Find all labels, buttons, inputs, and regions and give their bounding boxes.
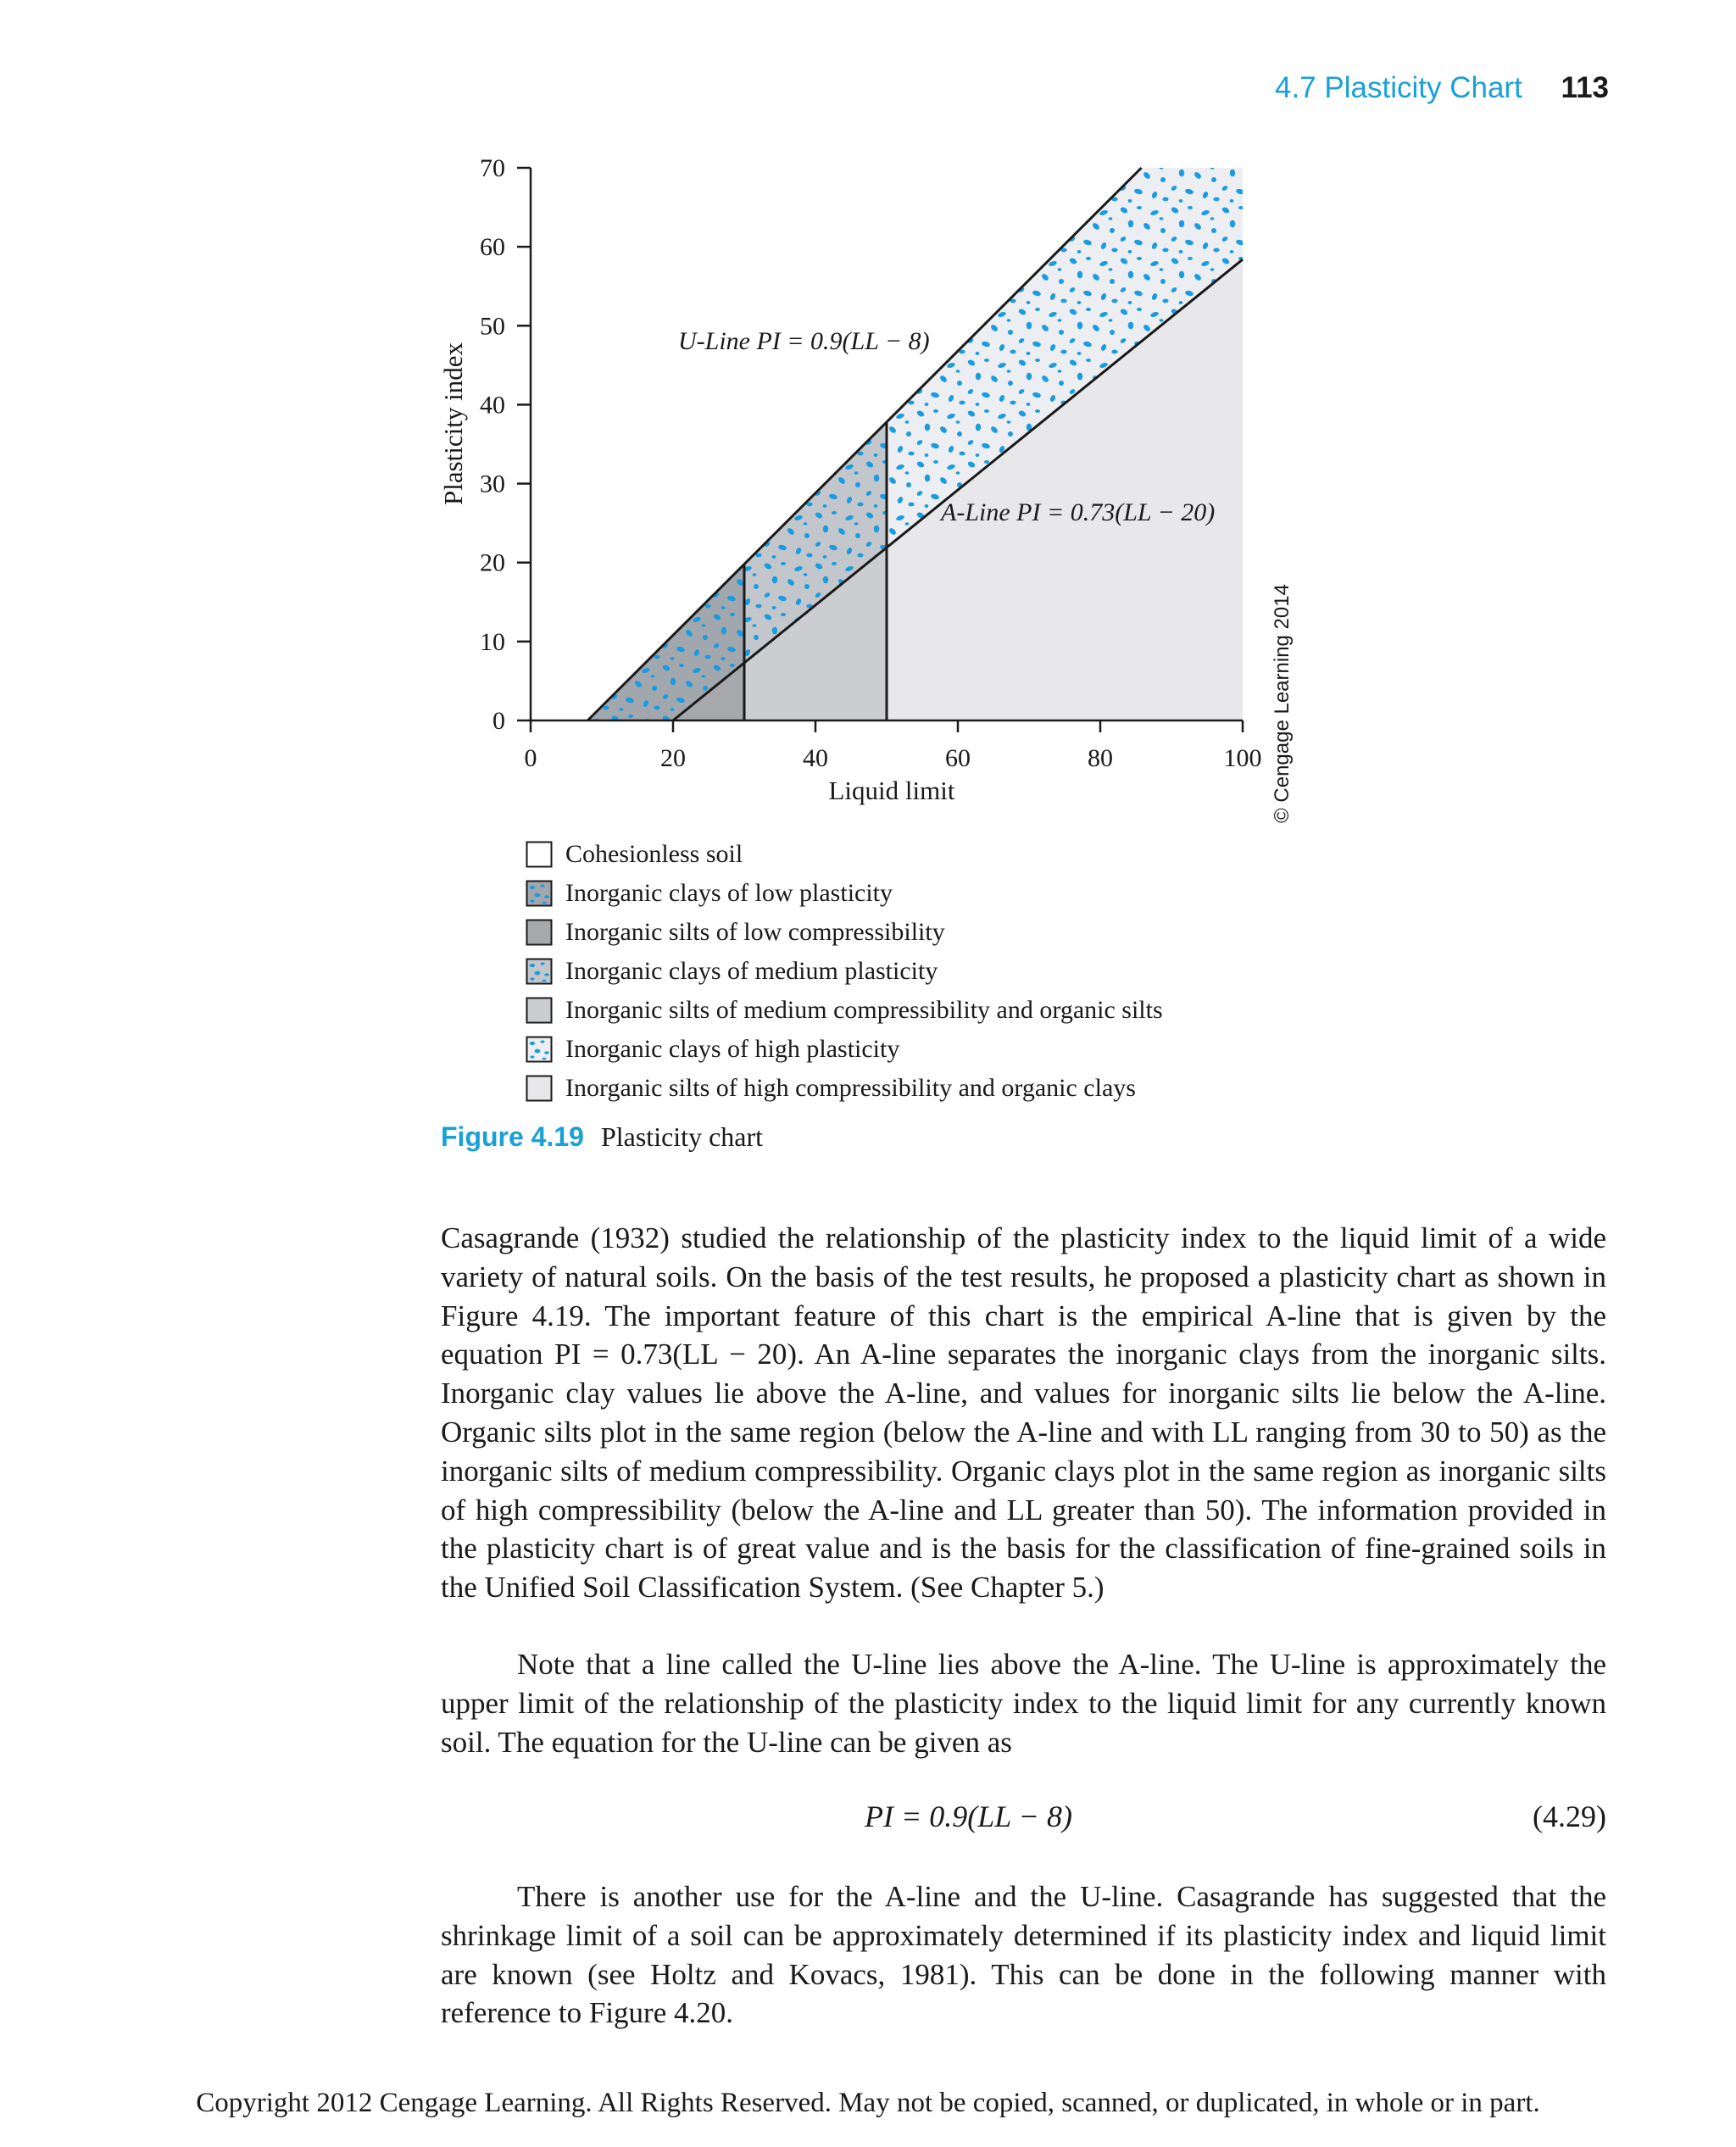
equation-number: (4.29) bbox=[1533, 1799, 1606, 1833]
legend-label: Inorganic clays of low plasticity bbox=[565, 879, 893, 907]
legend-item bbox=[526, 1030, 1163, 1069]
plasticity-chart bbox=[0, 0, 1736, 831]
legend-label: Inorganic silts of high compressibility and organic clays bbox=[565, 1074, 1136, 1102]
legend-swatch-dot bbox=[535, 893, 541, 898]
legend-item bbox=[526, 991, 1163, 1030]
figure-title: Plasticity chart bbox=[600, 1121, 764, 1152]
legend-swatch-dot bbox=[542, 902, 547, 904]
legend-swatch-box bbox=[527, 882, 552, 906]
legend-swatch-dot bbox=[544, 973, 549, 976]
y-axis-label: Plasticity index bbox=[438, 342, 468, 506]
paragraph-2: Note that a line called the U-line lies above the A-line. The U-line is approximately the upper limit of the relationship of the plasticity index to the liquid limit for any currently known soil. The equation for the U-line can be given as bbox=[441, 1648, 1606, 1759]
a-line-label: A-Line PI = 0.73(LL − 20) bbox=[941, 498, 1216, 526]
legend-swatch-dot bbox=[530, 899, 534, 902]
legend-swatch-box bbox=[527, 843, 552, 867]
legend-swatch-box bbox=[527, 1076, 552, 1101]
y-tick-label: 60 bbox=[480, 233, 505, 262]
legend-label: Inorganic clays of medium plasticity bbox=[565, 957, 938, 985]
y-tick-label: 10 bbox=[480, 627, 505, 656]
legend-item bbox=[526, 913, 1163, 952]
x-tick-label: 0 bbox=[524, 744, 537, 772]
x-axis-label: Liquid limit bbox=[828, 776, 955, 805]
legend-swatch-dot bbox=[544, 1051, 549, 1054]
figure-caption bbox=[441, 1121, 763, 1153]
legend-item bbox=[526, 835, 1163, 874]
x-tick-label: 60 bbox=[945, 744, 971, 772]
legend-swatch-dot bbox=[540, 962, 544, 965]
legend-swatch-dot bbox=[535, 971, 541, 976]
legend-swatch-dot bbox=[530, 964, 535, 967]
legend-swatch bbox=[526, 1075, 553, 1102]
legend-label: Inorganic clays of high plasticity bbox=[565, 1035, 900, 1063]
legend-label: Inorganic silts of low compressibility bbox=[565, 918, 945, 946]
page-footer: Copyright 2012 Cengage Learning. All Rights Reserved. May not be copied, scanned, or duplicated, in whole or in part. bbox=[196, 2088, 1540, 2118]
legend-swatch-box bbox=[527, 959, 552, 984]
legend-swatch-dot bbox=[544, 895, 549, 898]
x-tick-label: 80 bbox=[1088, 744, 1113, 772]
legend-swatch-dot bbox=[535, 1049, 541, 1054]
legend-swatch-box bbox=[527, 1037, 552, 1062]
chart-legend bbox=[526, 835, 1163, 1108]
legend-swatch-dot bbox=[530, 1055, 534, 1058]
chart-regions bbox=[587, 168, 1243, 720]
legend-swatch-dot bbox=[530, 977, 534, 980]
y-tick-label: 50 bbox=[480, 312, 505, 341]
legend-swatch bbox=[526, 958, 553, 985]
legend-swatch-box bbox=[527, 998, 552, 1023]
legend-swatch bbox=[526, 880, 553, 907]
legend-swatch-dot bbox=[542, 980, 547, 982]
legend-swatch-dot bbox=[540, 884, 544, 887]
equation-4-29 bbox=[441, 1795, 1606, 1838]
y-tick-label: 70 bbox=[480, 154, 505, 182]
legend-item bbox=[526, 874, 1163, 913]
y-tick-label: 40 bbox=[480, 391, 505, 420]
x-tick-label: 40 bbox=[803, 744, 828, 772]
x-tick-label: 20 bbox=[660, 744, 686, 772]
legend-swatch bbox=[526, 919, 553, 946]
legend-swatch bbox=[526, 841, 553, 868]
legend-item bbox=[526, 1069, 1163, 1108]
section-title: 4.7 Plasticity Chart bbox=[1275, 71, 1522, 104]
legend-swatch-dot bbox=[530, 886, 535, 889]
figure-label: Figure 4.19 bbox=[441, 1121, 584, 1152]
chart-copyright: © Cengage Learning 2014 bbox=[1271, 584, 1294, 823]
legend-swatch-box bbox=[527, 921, 552, 945]
legend-swatch bbox=[526, 1036, 553, 1063]
legend-label: Inorganic silts of medium compressibility and organic silts bbox=[565, 996, 1163, 1024]
legend-swatch-dot bbox=[530, 1042, 535, 1045]
y-tick-label: 20 bbox=[480, 548, 505, 577]
legend-item bbox=[526, 952, 1163, 991]
legend-swatch bbox=[526, 997, 553, 1024]
legend-label: Cohesionless soil bbox=[565, 840, 743, 868]
y-tick-label: 30 bbox=[480, 470, 505, 498]
paragraph-3: There is another use for the A-line and the U-line. Casagrande has suggested that the shrinkage limit of a soil can be approximately determined if its plasticity index and liquid limit are known (see Holtz and Kovacs, 1981). This can be done in the following manner with reference to Figure 4.20. bbox=[441, 1880, 1606, 2030]
x-tick-label: 100 bbox=[1223, 744, 1262, 772]
page-number: 113 bbox=[1561, 71, 1609, 104]
equation-text: PI = 0.9(LL − 8) bbox=[865, 1799, 1072, 1833]
legend-swatch-dot bbox=[542, 1058, 547, 1060]
y-tick-label: 0 bbox=[492, 707, 505, 735]
u-line-label: U-Line PI = 0.9(LL − 8) bbox=[678, 327, 930, 355]
paragraph-1: Casagrande (1932) studied the relationship of the plasticity index to the liquid limit of a wide variety of natural soils. On the basis of the test results, he proposed a plasticity chart as shown in Figure 4.19. The important feature of this chart is the empirical A-line that is given by the equation PI = 0.73(LL − 20). An A-line separates the inorganic clays from the inorganic silts. Inorganic clay values lie above the A-line, and values for inorganic silts lie below the A-line. Organic silts plot in the same region (below the A-line and with LL ranging from 30 to 50) as the inorganic silts of medium compressibility. Organic clays plot in the same region as inorganic silts of high compressibility (below the A-line and LL greater than 50). The information provided in the plasticity chart is of great value and is the basis for the classification of fine-grained soils in the Unified Soil Classification System. (See Chapter 5.) bbox=[441, 1221, 1606, 1605]
legend-swatch-dot bbox=[540, 1040, 544, 1043]
